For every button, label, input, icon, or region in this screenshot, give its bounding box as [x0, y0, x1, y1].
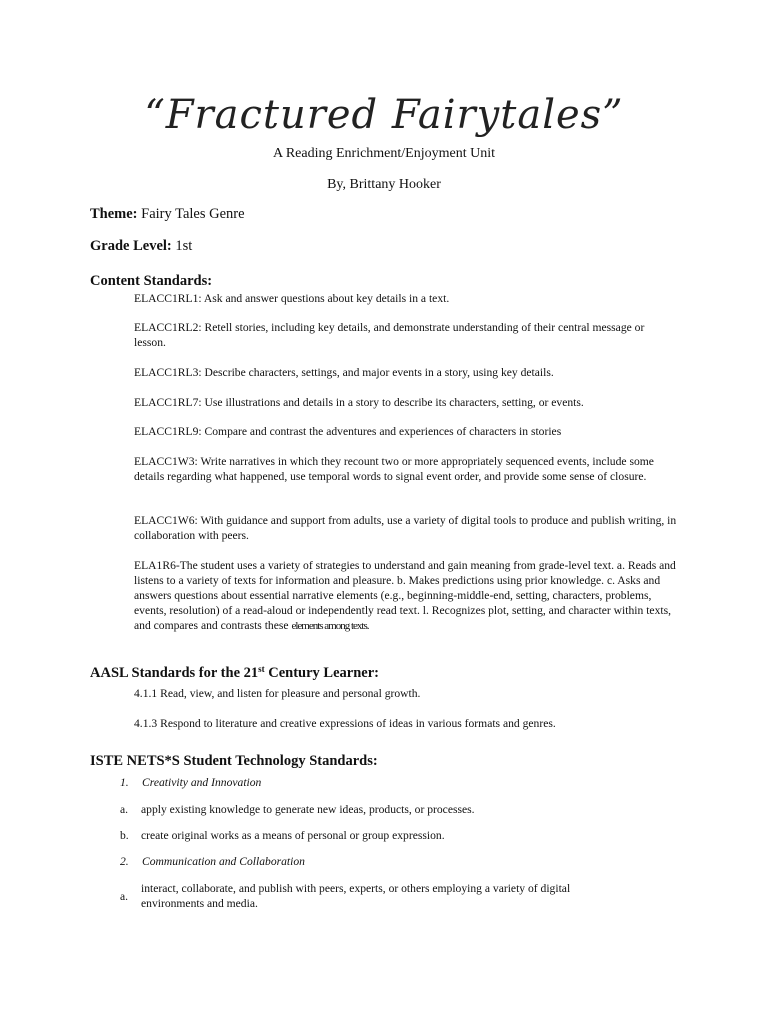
- iste-section-1: [120, 776, 261, 789]
- aasl-heading: [90, 665, 379, 682]
- aasl-heading-post: Century Learner:: [264, 665, 379, 681]
- ela1r6-tail: elements among texts.: [291, 620, 369, 632]
- theme-value: Fairy Tales Genre: [137, 206, 245, 222]
- iste-section-1-title: Creativity and Innovation: [142, 776, 262, 789]
- iste-section-2-number: 2.: [120, 855, 129, 868]
- standard-elacc1rl2: ELACC1RL2: Retell stories, including key details, and demonstrate understanding of their central message or lesson.: [134, 321, 645, 349]
- document-author: By, Brittany Hooker: [327, 177, 441, 192]
- iste-item-1a-label: a.: [120, 803, 129, 816]
- document-subtitle: A Reading Enrichment/Enjoyment Unit: [272, 146, 496, 161]
- aasl-heading-sup: st: [258, 664, 265, 674]
- iste-section-2: [120, 855, 305, 868]
- aasl-heading-pre: AASL Standards for the 21: [90, 665, 259, 681]
- iste-item-2a-text: interact, collaborate, and publish with peers, experts, or others employing a variety of digital environments and media.: [141, 882, 571, 910]
- iste-heading: ISTE NETS*S Student Technology Standards:: [90, 753, 378, 769]
- standard-elacc1w3: ELACC1W3: Write narratives in which they recount two or more appropriately sequenced events, include some details regarding what happened, use temporal words to signal event order, and provide some sense of closure.: [134, 455, 654, 483]
- grade-line: [90, 238, 192, 255]
- document-title: “Fractured Fairytales”: [144, 92, 624, 138]
- iste-item-1a-text: apply existing knowledge to generate new ideas, products, or processes.: [141, 803, 475, 816]
- theme-label: Theme:: [90, 206, 138, 222]
- content-standards-heading: Content Standards:: [90, 273, 213, 289]
- iste-item-1b-label: b.: [120, 829, 129, 842]
- iste-section-1-number: 1.: [120, 776, 129, 789]
- theme-line: [90, 206, 245, 223]
- grade-label: Grade Level:: [90, 238, 172, 254]
- standard-elacc1w6: ELACC1W6: With guidance and support from adults, use a variety of digital tools to produce and publish writing, in collaboration with peers.: [134, 514, 677, 542]
- standard-elacc1rl1: ELACC1RL1: Ask and answer questions about key details in a text.: [134, 292, 450, 305]
- iste-item-1b-text: create original works as a means of personal or group expression.: [141, 829, 445, 842]
- aasl-standard-4-1-1: 4.1.1 Read, view, and listen for pleasure and personal growth.: [134, 687, 421, 700]
- iste-section-2-title: Communication and Collaboration: [142, 855, 305, 868]
- aasl-standard-4-1-3: 4.1.3 Respond to literature and creative expressions of ideas in various formats and genres.: [134, 717, 556, 730]
- standard-elacc1rl7: ELACC1RL7: Use illustrations and details in a story to describe its characters, setting, or events.: [134, 396, 584, 409]
- ela1r6-text: ELA1R6-The student uses a variety of strategies to understand and gain meaning from grade-level text. a. Reads and listens to a variety of texts for information and pleasure. b. Makes predictions using prior knowledge. c. Asks and answers questions about essential narrative elements (e.g., beginning-middle-end, setting, characters, problems, events, resolution) of a read-aloud or independently read text. l. Recognizes plot, setting, and character within texts, and compares and contrasts these: [134, 559, 676, 632]
- standard-elacc1rl9: ELACC1RL9: Compare and contrast the adventures and experiences of characters in stories: [134, 425, 562, 438]
- grade-value: 1st: [171, 238, 193, 254]
- iste-item-2a-label: a.: [120, 890, 129, 903]
- standard-elacc1rl3: ELACC1RL3: Describe characters, settings, and major events in a story, using key details.: [134, 366, 554, 379]
- standard-ela1r6: [134, 558, 679, 634]
